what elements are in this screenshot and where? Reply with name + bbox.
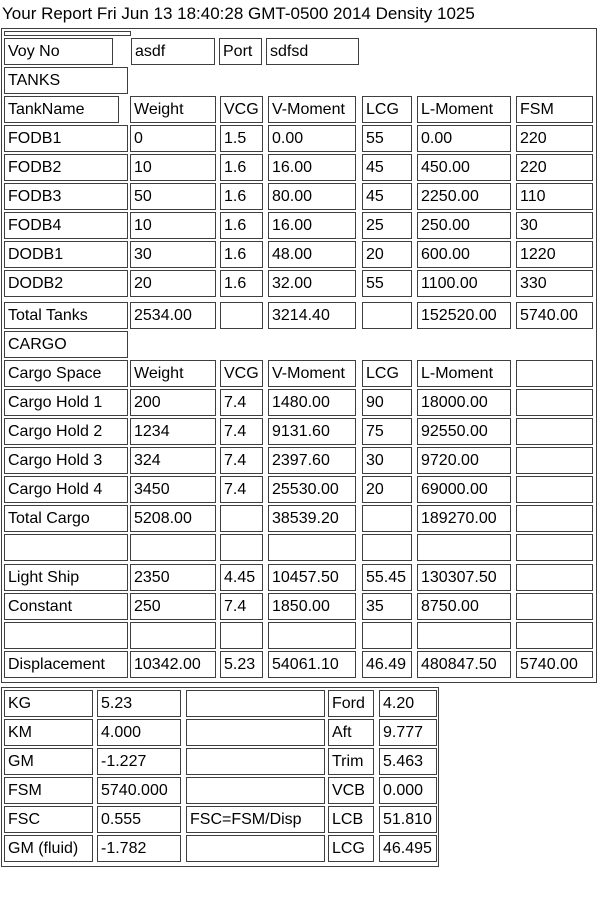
cell: Voy No <box>4 38 113 65</box>
row-cargo-hold-2 <box>4 418 596 445</box>
cell: 250.00 <box>417 212 511 239</box>
cell: 1.6 <box>220 270 263 297</box>
cell: 9720.00 <box>417 447 511 474</box>
cell: 5208.00 <box>130 505 216 532</box>
cell: 5740.00 <box>516 302 593 329</box>
row-voyage <box>4 38 596 65</box>
cell: 16.00 <box>268 154 356 181</box>
row-km <box>4 719 438 746</box>
cell: Displacement <box>4 651 128 678</box>
cell: 20 <box>362 241 412 268</box>
cell: CARGO <box>4 331 128 358</box>
cell: 69000.00 <box>417 476 511 503</box>
cell <box>4 31 131 36</box>
cell: 0.000 <box>379 777 437 804</box>
cell <box>417 534 511 561</box>
cell <box>220 302 263 329</box>
cell: FODB4 <box>4 212 128 239</box>
cell: Constant <box>4 593 128 620</box>
cell <box>186 690 325 717</box>
cell <box>220 505 263 532</box>
cell <box>4 622 128 649</box>
row-total-tanks <box>4 302 596 329</box>
cell: Weight <box>130 96 216 123</box>
cell: 5.23 <box>97 690 181 717</box>
row-cargo-hold-4 <box>4 476 596 503</box>
cell: 51.810 <box>379 806 437 833</box>
cell: 50 <box>130 183 216 210</box>
row-fsc <box>4 806 438 833</box>
cell: 55 <box>362 270 412 297</box>
cell <box>516 593 593 620</box>
row-blank-1 <box>4 534 596 561</box>
cell: 7.4 <box>220 447 263 474</box>
cell: 1234 <box>130 418 216 445</box>
cell: 0.00 <box>417 125 511 152</box>
row-tank-dodb2 <box>4 270 596 297</box>
cell: Weight <box>130 360 216 387</box>
cell: L-Moment <box>417 96 511 123</box>
cell: VCG <box>220 96 263 123</box>
cell: Cargo Hold 1 <box>4 389 128 416</box>
cell: 48.00 <box>268 241 356 268</box>
cell <box>186 835 325 862</box>
row-cargo-hold-1 <box>4 389 596 416</box>
row-gm-fluid <box>4 835 438 862</box>
row-kg <box>4 690 438 717</box>
row-cargo-hold-3 <box>4 447 596 474</box>
cell <box>268 534 356 561</box>
cell: 10 <box>130 212 216 239</box>
cell: FODB2 <box>4 154 128 181</box>
cell: Cargo Space <box>4 360 128 387</box>
cell: 2350 <box>130 564 216 591</box>
cell: 324 <box>130 447 216 474</box>
cell: 9131.60 <box>268 418 356 445</box>
cell: Port <box>219 38 262 65</box>
cell: 16.00 <box>268 212 356 239</box>
report-table <box>1 28 597 683</box>
cell <box>4 534 128 561</box>
cell: LCB <box>328 806 374 833</box>
cell: 1.5 <box>220 125 263 152</box>
cell <box>516 534 593 561</box>
row-fsm <box>4 777 438 804</box>
cell: Total Tanks <box>4 302 128 329</box>
cell: 330 <box>516 270 593 297</box>
cell: 25530.00 <box>268 476 356 503</box>
cell: KM <box>4 719 93 746</box>
cell: 250 <box>130 593 216 620</box>
cell: 35 <box>362 593 412 620</box>
cell <box>362 622 412 649</box>
cell: FSM <box>516 96 593 123</box>
cell <box>186 748 325 775</box>
cell <box>130 622 216 649</box>
cell: LCG <box>328 835 374 862</box>
row-tank-dodb1 <box>4 241 596 268</box>
cell: 1220 <box>516 241 593 268</box>
cell: 2397.60 <box>268 447 356 474</box>
row-tank-fodb1 <box>4 125 596 152</box>
cell: TankName <box>4 96 119 123</box>
cell: 92550.00 <box>417 418 511 445</box>
cell: 1.6 <box>220 154 263 181</box>
stability-summary-table <box>1 687 439 867</box>
cell: 130307.50 <box>417 564 511 591</box>
cell: 10 <box>130 154 216 181</box>
cell: 1.6 <box>220 212 263 239</box>
cell: DODB2 <box>4 270 128 297</box>
cell <box>516 505 593 532</box>
cell: 2250.00 <box>417 183 511 210</box>
cell <box>417 622 511 649</box>
cell: 25 <box>362 212 412 239</box>
cell <box>268 622 356 649</box>
cell: 46.49 <box>362 651 412 678</box>
row-displacement <box>4 651 596 678</box>
row-cargo-header <box>4 360 596 387</box>
cell: 3450 <box>130 476 216 503</box>
cell: 7.4 <box>220 418 263 445</box>
cell: 200 <box>130 389 216 416</box>
cell: Trim <box>328 748 374 775</box>
cell: FODB1 <box>4 125 128 152</box>
cell: Total Cargo <box>4 505 128 532</box>
cell: Ford <box>328 690 374 717</box>
cell: 90 <box>362 389 412 416</box>
row-blank-2 <box>4 622 596 649</box>
cell: 5740.00 <box>516 651 593 678</box>
cell: V-Moment <box>268 360 356 387</box>
cell: 9.777 <box>379 719 437 746</box>
cell: 18000.00 <box>417 389 511 416</box>
cell: 1100.00 <box>417 270 511 297</box>
cell: FODB3 <box>4 183 128 210</box>
cell: 10342.00 <box>130 651 216 678</box>
cell <box>362 302 412 329</box>
cell: 4.20 <box>379 690 437 717</box>
cell: 110 <box>516 183 593 210</box>
cell: 220 <box>516 125 593 152</box>
cell: 1850.00 <box>268 593 356 620</box>
cell: 10457.50 <box>268 564 356 591</box>
cell <box>516 564 593 591</box>
cell <box>362 505 412 532</box>
cell: 220 <box>516 154 593 181</box>
cell: TANKS <box>4 67 128 94</box>
page-title: Your Report Fri Jun 13 18:40:28 GMT-0500 2014 Density 1025 <box>2 4 475 23</box>
cell <box>186 777 325 804</box>
cell: 45 <box>362 183 412 210</box>
cell: 4.45 <box>220 564 263 591</box>
cell: Aft <box>328 719 374 746</box>
cell: 4.000 <box>97 719 181 746</box>
cell: 189270.00 <box>417 505 511 532</box>
cell: 1480.00 <box>268 389 356 416</box>
cell: 2534.00 <box>130 302 216 329</box>
cell: Cargo Hold 3 <box>4 447 128 474</box>
cell: 30 <box>130 241 216 268</box>
cell: 0.555 <box>97 806 181 833</box>
row-light-ship <box>4 564 596 591</box>
cell: V-Moment <box>268 96 356 123</box>
cell: FSC <box>4 806 93 833</box>
cell: sdfsd <box>266 38 359 65</box>
row-tanks-header <box>4 96 596 123</box>
cell: 450.00 <box>417 154 511 181</box>
cell: 7.4 <box>220 476 263 503</box>
row-tank-fodb2 <box>4 154 596 181</box>
cell: LCG <box>362 96 412 123</box>
cell: 80.00 <box>268 183 356 210</box>
cell: FSC=FSM/Disp <box>186 806 325 833</box>
cell: GM (fluid) <box>4 835 93 862</box>
cell: 20 <box>362 476 412 503</box>
cell: 0.00 <box>268 125 356 152</box>
cell: LCG <box>362 360 412 387</box>
cell: DODB1 <box>4 241 128 268</box>
cell: 3214.40 <box>268 302 356 329</box>
cell: 8750.00 <box>417 593 511 620</box>
cell: 30 <box>516 212 593 239</box>
cell: 32.00 <box>268 270 356 297</box>
cell <box>516 418 593 445</box>
cell: 480847.50 <box>417 651 511 678</box>
cell: 38539.20 <box>268 505 356 532</box>
row-tank-fodb4 <box>4 212 596 239</box>
cell: 1.6 <box>220 183 263 210</box>
cell: 5740.000 <box>97 777 181 804</box>
cell: 55 <box>362 125 412 152</box>
cell: 20 <box>130 270 216 297</box>
cell: 0 <box>130 125 216 152</box>
cell: GM <box>4 748 93 775</box>
cell <box>186 719 325 746</box>
cell: 7.4 <box>220 389 263 416</box>
cell <box>362 534 412 561</box>
cell <box>516 389 593 416</box>
row-gm <box>4 748 438 775</box>
cell: 30 <box>362 447 412 474</box>
cell: 7.4 <box>220 593 263 620</box>
cell: Light Ship <box>4 564 128 591</box>
cell: -1.782 <box>97 835 181 862</box>
row-total-cargo <box>4 505 596 532</box>
cell: 54061.10 <box>268 651 356 678</box>
cell: Cargo Hold 4 <box>4 476 128 503</box>
cell: FSM <box>4 777 93 804</box>
row-constant <box>4 593 596 620</box>
cell: Cargo Hold 2 <box>4 418 128 445</box>
cell: 45 <box>362 154 412 181</box>
cell <box>220 534 263 561</box>
cell <box>516 622 593 649</box>
cell: 75 <box>362 418 412 445</box>
cell: 1.6 <box>220 241 263 268</box>
cell: L-Moment <box>417 360 511 387</box>
cell: VCG <box>220 360 263 387</box>
cell <box>516 447 593 474</box>
cell: 600.00 <box>417 241 511 268</box>
cell: 5.23 <box>220 651 263 678</box>
row-tank-fodb3 <box>4 183 596 210</box>
cell: 46.495 <box>379 835 437 862</box>
cell: -1.227 <box>97 748 181 775</box>
cell: 55.45 <box>362 564 412 591</box>
row-spacer-top <box>4 31 596 36</box>
cell: KG <box>4 690 93 717</box>
cell <box>130 534 216 561</box>
row-section-cargo <box>4 331 596 358</box>
cell: 5.463 <box>379 748 437 775</box>
cell: VCB <box>328 777 374 804</box>
cell <box>220 622 263 649</box>
cell: asdf <box>131 38 215 65</box>
cell: 152520.00 <box>417 302 511 329</box>
cell <box>516 360 593 387</box>
row-section-tanks <box>4 67 596 94</box>
cell <box>516 476 593 503</box>
